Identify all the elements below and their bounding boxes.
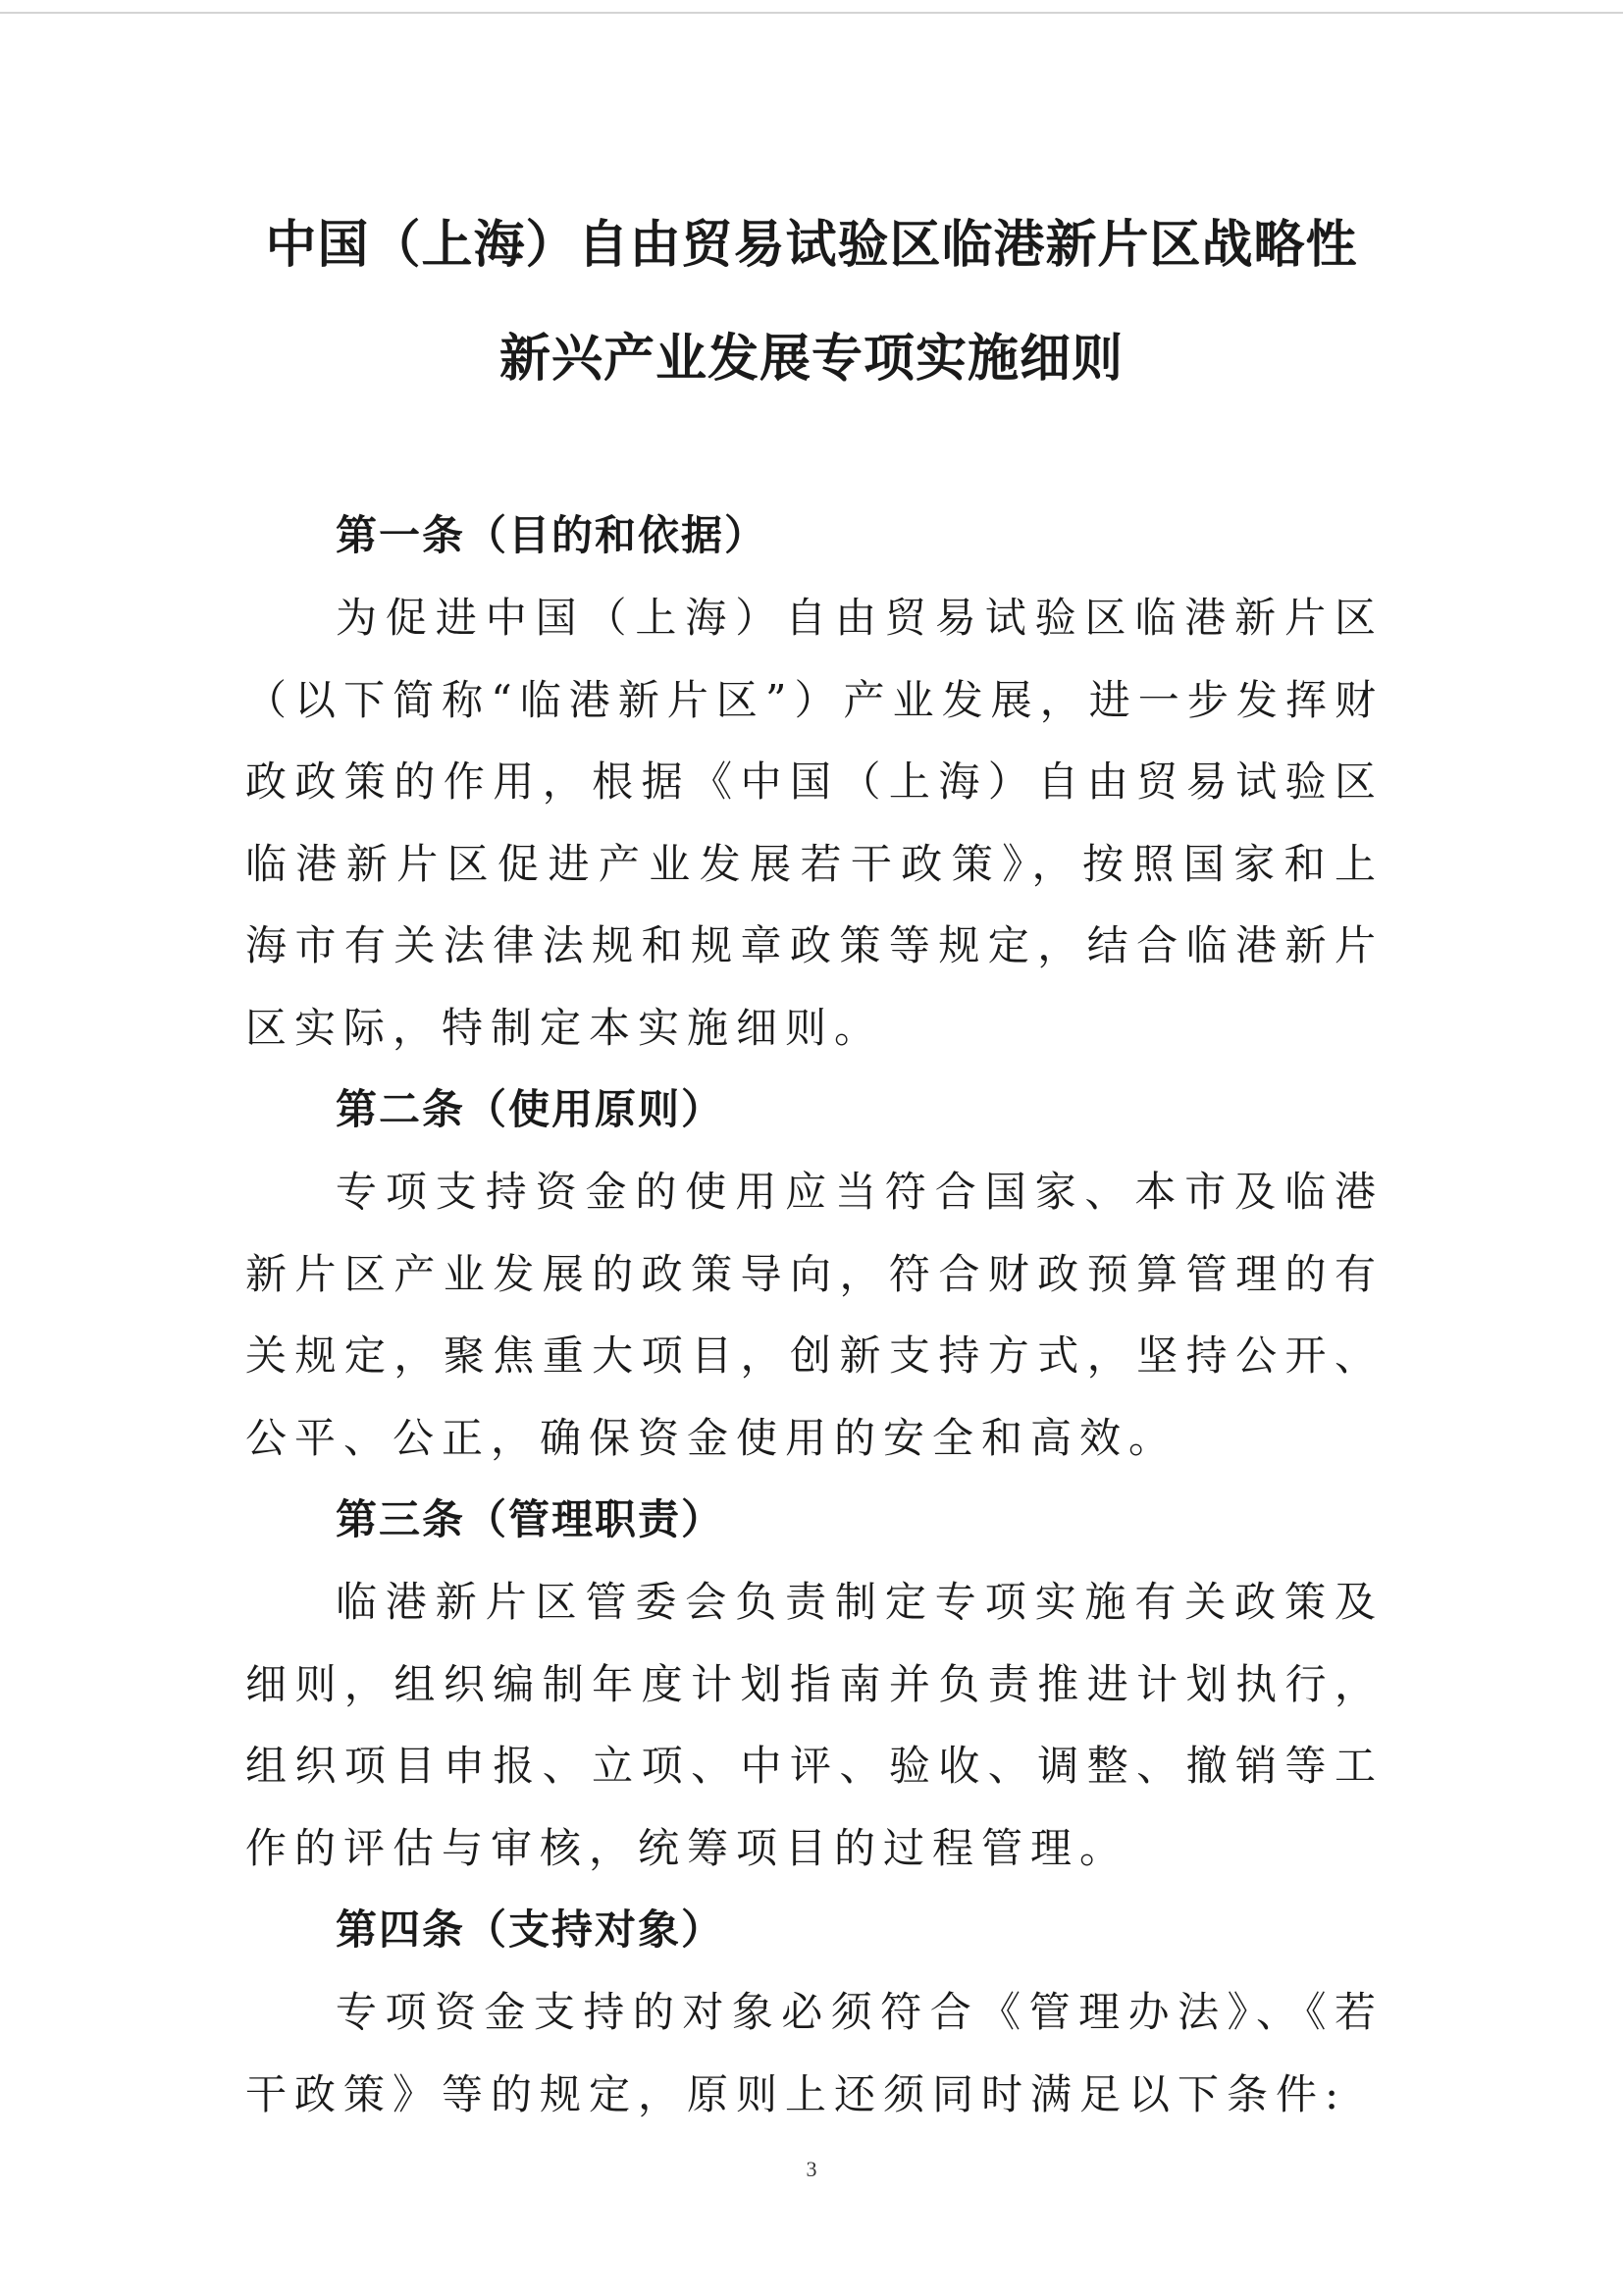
document-title-line-1: 中国（上海）自由贸易试验区临港新片区战略性 [265,216,1358,275]
article-3-text: 临港新片区管委会负责制定专项实施有关政策及细则，组织编制年度计划指南并负责推进计划执行，组织项目申报、立项、中评、验收、调整、撤销等工作的评估与审核，统筹项目的过程管理。 [245,1578,1384,1872]
article-1-text: 为促进中国（上海）自由贸易试验区临港新片区（以下简称“临港新片区”）产业发展，进一步发挥财政政策的作用，根据《中国（上海）自由贸易试验区临港新片区促进产业发展若干政策》，按照国家和上海市有关法律法规和规章政策等规定，结合临港新片区实际，特制定本实施细则。 [245,594,1384,1052]
article-1-heading: 第一条（目的和依据） [336,511,768,559]
article-2-heading: 第二条（使用原则） [336,1085,725,1133]
page-number: 3 [806,2157,817,2181]
article-4-heading: 第四条（支持对象） [336,1905,725,1954]
article-4 [245,1889,1384,2135]
article-2-text: 专项支持资金的使用应当符合国家、本市及临港新片区产业发展的政策导向，符合财政预算管理的有关规定，聚焦重大项目，创新支持方式，坚持公开、公平、公正，确保资金使用的安全和高效。 [245,1168,1384,1462]
document-title-line-2: 新兴产业发展专项实施细则 [498,330,1124,389]
article-2 [245,1069,1384,1479]
article-3 [245,1479,1384,1889]
article-4-text: 专项资金支持的对象必须符合《管理办法》、《若干政策》等的规定，原则上还须同时满足以下条件: [245,1988,1384,2118]
article-1 [245,495,1384,1069]
document-body [245,495,1384,2135]
scan-edge-line [0,12,1623,14]
article-3-heading: 第三条（管理职责） [336,1495,725,1543]
